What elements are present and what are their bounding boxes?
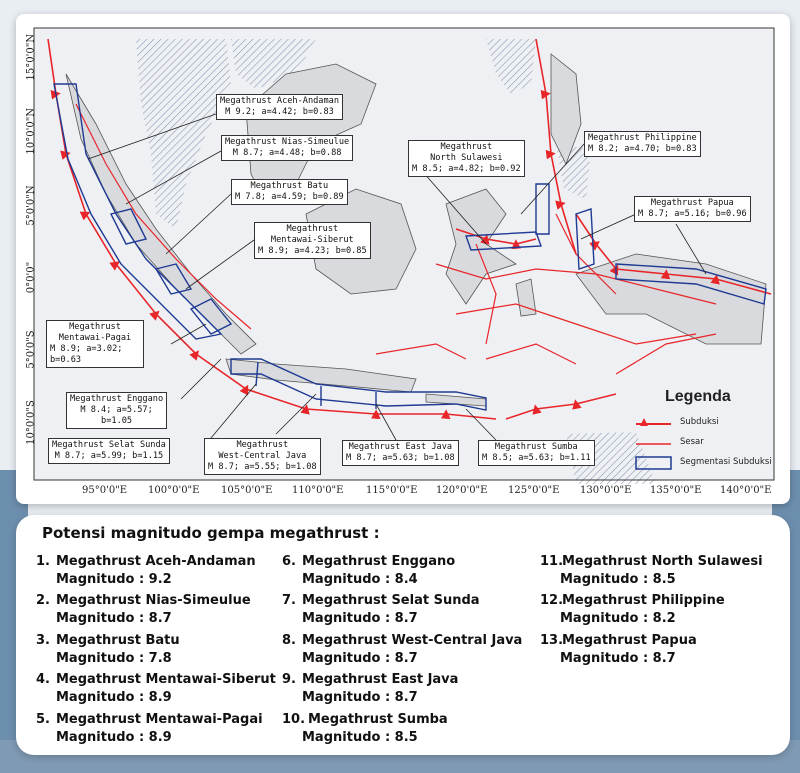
- callout-line: Megathrust Selat Sunda: [52, 440, 166, 450]
- lon-label-115e: 115°0'0"E: [366, 485, 418, 496]
- item-magnitude: Magnitudo : 8.9: [56, 690, 172, 706]
- callout-line: M 8.9; a=3.02;: [50, 344, 123, 354]
- lat-label-5s: 5°0'0"S: [25, 330, 37, 369]
- callout-nias-simeulue: [221, 135, 353, 161]
- item-number: 8.: [282, 632, 296, 648]
- list-item: [36, 554, 276, 593]
- list-item: [36, 672, 276, 711]
- callout-line: Mentawai-Pagai: [58, 333, 132, 343]
- lon-label-125e: 125°0'0"E: [508, 485, 560, 496]
- lon-label-120e: 120°0'0"E: [436, 485, 488, 496]
- item-name: Megathrust North Sulawesi: [562, 554, 763, 569]
- item-name: Megathrust Selat Sunda: [302, 593, 480, 609]
- lat-label-0: 0°0'0": [25, 261, 37, 294]
- callout-line: M 8.7; a=5.55; b=1.08: [208, 462, 317, 472]
- callout-west-central-java: [204, 438, 321, 475]
- info-title: Potensi magnitudo gempa megathrust :: [42, 524, 380, 542]
- callout-line: M 8.7; a=5.63; b=1.08: [346, 453, 455, 463]
- callout-line: Megathrust: [440, 142, 493, 152]
- callout-mentawai-pagai: [46, 320, 144, 368]
- item-magnitude: Magnitudo : 8.2: [560, 611, 676, 627]
- item-number: 13.: [540, 632, 564, 648]
- callout-line: M 9.2; a=4.42; b=0.83: [225, 107, 334, 117]
- lat-label-15n: 15°0'0"N: [25, 33, 37, 81]
- callout-philippine: [584, 131, 701, 157]
- item-number: 3.: [36, 632, 50, 648]
- callout-line: M 8.5; a=4.82; b=0.92: [412, 164, 521, 174]
- callout-aceh-andaman: [216, 94, 343, 120]
- callout-line: M 8.7; a=4.48; b=0.88: [232, 148, 342, 158]
- item-magnitude: Magnitudo : 8.7: [302, 690, 418, 706]
- callout-east-java: [342, 440, 459, 466]
- callout-line: Megathrust Enggano: [70, 394, 164, 404]
- callout-line: b=1.05: [101, 416, 133, 426]
- callout-line: Megathrust East Java: [348, 442, 453, 452]
- item-name: Megathrust Papua: [562, 632, 697, 648]
- list-item: [282, 712, 522, 751]
- callout-papua: [634, 196, 751, 222]
- info-column-3: [540, 554, 763, 672]
- item-magnitude: Magnitudo : 8.7: [56, 611, 172, 627]
- item-number: 11.: [540, 554, 564, 569]
- callout-line: M 8.4; a=5.57;: [80, 405, 153, 415]
- callout-mentawai-siberut: [254, 222, 371, 259]
- item-number: 5.: [36, 711, 50, 727]
- callout-sumba: [478, 440, 595, 466]
- item-magnitude: Magnitudo : 8.5: [560, 572, 676, 587]
- legend-label: Sesar: [680, 437, 704, 447]
- item-number: 2.: [36, 593, 50, 609]
- lat-label-10s: 10°0'0"S: [25, 400, 37, 445]
- item-number: 10.: [282, 711, 306, 727]
- callout-line: Megathrust Philippine: [588, 133, 697, 143]
- lon-label-100e: 100°0'0"E: [148, 485, 200, 496]
- callout-line: North Sulawesi: [430, 153, 503, 163]
- item-number: 9.: [282, 672, 296, 688]
- item-magnitude: Magnitudo : 8.7: [302, 650, 418, 666]
- map-panel: [16, 14, 790, 504]
- item-name: Megathrust Enggano: [302, 554, 456, 569]
- legend-title: Legenda: [665, 388, 731, 405]
- callout-line: M 8.7; a=5.99; b=1.15: [54, 451, 164, 461]
- lon-label-105e: 105°0'0"E: [221, 485, 273, 496]
- item-name: Megathrust East Java: [302, 672, 459, 688]
- callout-north-sulawesi: [408, 140, 525, 177]
- item-number: 4.: [36, 672, 50, 688]
- lon-label-135e: 135°0'0"E: [650, 485, 702, 496]
- item-magnitude: Magnitudo : 9.2: [56, 572, 172, 587]
- callout-line: M 8.2; a=4.70; b=0.83: [588, 144, 697, 154]
- item-magnitude: Magnitudo : 8.5: [302, 729, 418, 745]
- callout-line: M 8.9; a=4.23; b=0.85: [258, 246, 367, 256]
- item-number: 12.: [540, 593, 564, 609]
- item-name: Megathrust Aceh-Andaman: [56, 554, 256, 569]
- list-item: [282, 633, 522, 672]
- item-name: Megathrust Philippine: [562, 593, 725, 609]
- list-item: [540, 633, 763, 672]
- item-number: 1.: [36, 554, 50, 569]
- callout-line: Megathrust: [286, 224, 339, 234]
- list-item: [36, 633, 276, 672]
- lat-label-5n: 5°0'0"N: [25, 185, 37, 226]
- item-name: Megathrust Nias-Simeulue: [56, 593, 251, 609]
- list-item: [36, 593, 276, 632]
- callout-line: Megathrust Batu: [250, 181, 329, 191]
- item-name: Megathrust Batu: [56, 632, 180, 648]
- callout-line: West-Central Java: [218, 451, 307, 461]
- lon-label-110e: 110°0'0"E: [292, 485, 344, 496]
- lon-label-95e: 95°0'0"E: [82, 485, 128, 496]
- list-item: [540, 593, 763, 632]
- callout-batu: [231, 179, 348, 205]
- list-item: [540, 554, 763, 593]
- item-number: 6.: [282, 554, 296, 569]
- item-name: Megathrust Sumba: [308, 711, 448, 727]
- item-magnitude: Magnitudo : 8.7: [560, 650, 676, 666]
- callout-line: Mentawai-Siberut: [270, 235, 354, 245]
- callout-line: Megathrust Nias-Simeulue: [225, 137, 350, 147]
- item-magnitude: Magnitudo : 8.9: [56, 729, 172, 745]
- item-name: Megathrust West-Central Java: [302, 632, 523, 648]
- legend-label: Subduksi: [680, 417, 719, 427]
- callout-selat-sunda: [48, 438, 170, 464]
- callout-line: Megathrust: [236, 440, 289, 450]
- lon-label-140e: 140°0'0"E: [720, 485, 772, 496]
- lat-label-10n: 10°0'0"N: [25, 107, 37, 155]
- list-item: [282, 593, 522, 632]
- map-canvas: [16, 14, 790, 504]
- info-column-2: [282, 554, 522, 751]
- callout-line: Megathrust Sumba: [494, 442, 578, 452]
- list-item: [282, 554, 522, 593]
- callout-line: M 7.8; a=4.59; b=0.89: [235, 192, 344, 202]
- item-name: Megathrust Mentawai-Siberut: [56, 672, 276, 688]
- item-name: Megathrust Mentawai-Pagai: [56, 711, 263, 727]
- callout-line: b=0.63: [50, 355, 82, 365]
- legend-label: Segmentasi Subduksi: [680, 457, 772, 467]
- item-magnitude: Magnitudo : 8.4: [302, 572, 418, 587]
- callout-line: Megathrust: [69, 322, 121, 332]
- item-number: 7.: [282, 593, 296, 609]
- callout-line: M 8.5; a=5.63; b=1.11: [482, 453, 591, 463]
- callout-line: Megathrust Aceh-Andaman: [220, 96, 339, 106]
- lon-label-130e: 130°0'0"E: [580, 485, 632, 496]
- item-magnitude: Magnitudo : 7.8: [56, 650, 172, 666]
- item-magnitude: Magnitudo : 8.7: [302, 611, 418, 627]
- info-column-1: [36, 554, 276, 751]
- list-item: [36, 712, 276, 751]
- callout-enggano: [66, 392, 167, 429]
- callout-line: M 8.7; a=5.16; b=0.96: [638, 209, 747, 219]
- callout-line: Megathrust Papua: [650, 198, 734, 208]
- list-item: [282, 672, 522, 711]
